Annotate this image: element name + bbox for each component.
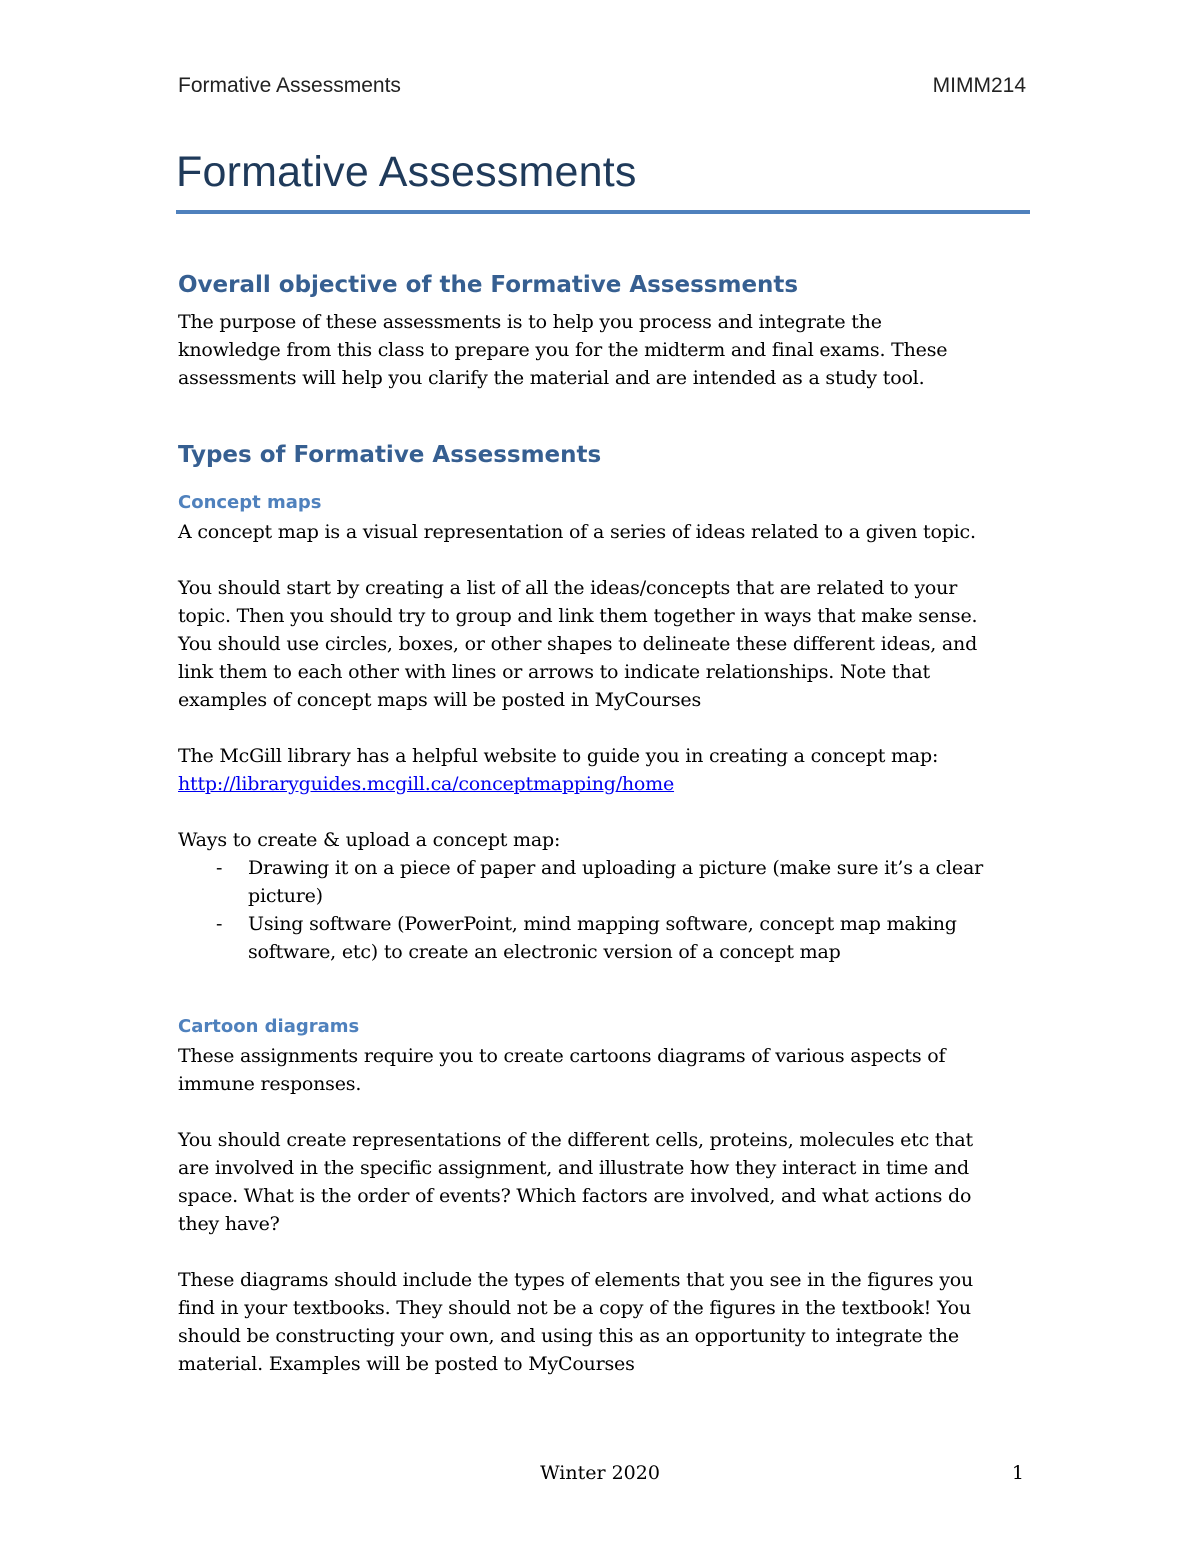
heading-concept-maps: Concept maps (178, 492, 322, 513)
heading-overall-objective: Overall objective of the Formative Assessments (178, 272, 799, 298)
list-item-line: picture) (248, 885, 323, 907)
cartoon-line: These assignments require you to create cartoons diagrams of various aspects of (178, 1045, 946, 1067)
list-item-line: software, etc) to create an electronic version of a concept map (248, 941, 841, 963)
cartoon-line: should be constructing your own, and using this as an opportunity to integrate the (178, 1325, 959, 1347)
concept-maps-intro: A concept map is a visual representation of a series of ideas related to a given topic. (178, 521, 976, 543)
cartoon-line: find in your textbooks. They should not be a copy of the figures in the textbook! You (178, 1297, 971, 1319)
cartoon-line: are involved in the specific assignment, and illustrate how they interact in time and (178, 1157, 969, 1179)
objective-line: The purpose of these assessments is to help you process and integrate the (178, 311, 882, 333)
concept-line: link them to each other with lines or arrows to indicate relationships. Note that (178, 661, 930, 683)
list-item (178, 854, 1028, 910)
list-dash: - (216, 913, 223, 935)
header-course-code: MIMM214 (932, 74, 1026, 97)
concept-line: topic. Then you should try to group and link them together in ways that make sense. (178, 605, 978, 627)
cartoon-line: space. What is the order of events? Which factors are involved, and what actions do (178, 1185, 972, 1207)
cartoon-paragraph-3 (178, 1266, 1028, 1378)
heading-types: Types of Formative Assessments (178, 442, 602, 468)
list-item (178, 910, 1028, 966)
cartoon-paragraph-1 (178, 1042, 1028, 1098)
cartoon-line: material. Examples will be posted to MyCourses (178, 1353, 635, 1375)
page-title: Formative Assessments (176, 148, 637, 196)
header-document-title: Formative Assessments (178, 74, 401, 97)
heading-cartoon-diagrams: Cartoon diagrams (178, 1016, 360, 1037)
ways-intro: Ways to create & upload a concept map: (178, 829, 561, 851)
title-underline (176, 210, 1030, 214)
objective-paragraph (178, 308, 1028, 392)
list-item-line: Using software (PowerPoint, mind mapping software, concept map making (248, 913, 957, 935)
concept-line: You should use circles, boxes, or other shapes to delineate these different ideas, and (178, 633, 978, 655)
library-text: The McGill library has a helpful website to guide you in creating a concept map: (178, 745, 939, 767)
ways-list (178, 854, 1028, 966)
cartoon-line: they have? (178, 1213, 280, 1235)
objective-line: assessments will help you clarify the material and are intended as a study tool. (178, 367, 925, 389)
list-dash: - (216, 857, 223, 879)
concept-line: examples of concept maps will be posted in MyCourses (178, 689, 702, 711)
cartoon-line: immune responses. (178, 1073, 362, 1095)
concept-maps-paragraph (178, 574, 1028, 714)
list-item-line: Drawing it on a piece of paper and uploading a picture (make sure it’s a clear (248, 857, 983, 879)
footer-page-number: 1 (1011, 1462, 1024, 1484)
library-paragraph (178, 742, 1028, 798)
cartoon-line: These diagrams should include the types of elements that you see in the figures you (178, 1269, 974, 1291)
document-body (178, 262, 1028, 1378)
cartoon-paragraph-2 (178, 1126, 1028, 1238)
footer-term: Winter 2020 (540, 1462, 660, 1484)
cartoon-line: You should create representations of the different cells, proteins, molecules etc that (178, 1129, 973, 1151)
library-link[interactable]: http://libraryguides.mcgill.ca/conceptmapping/home (178, 773, 675, 795)
objective-line: knowledge from this class to prepare you for the midterm and final exams. These (178, 339, 948, 361)
concept-line: You should start by creating a list of all the ideas/concepts that are related to your (178, 577, 958, 599)
